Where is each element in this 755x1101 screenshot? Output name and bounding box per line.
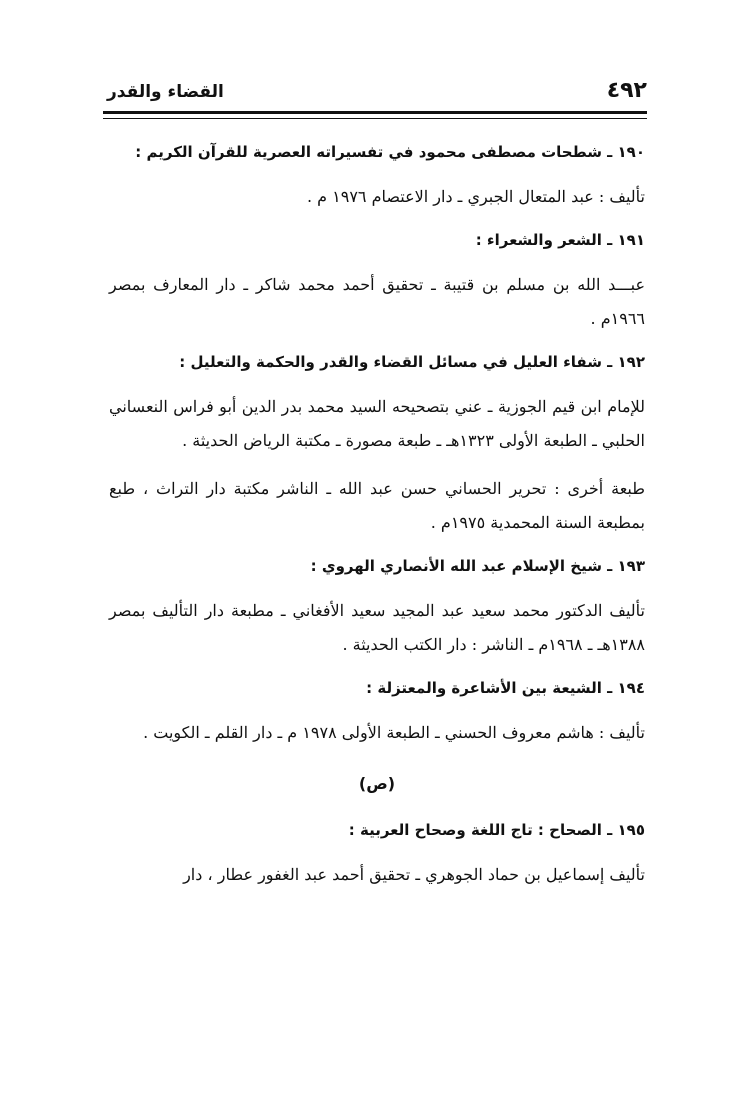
entry-text: تأليف : عبد المتعال الجبري ـ دار الاعتصام ١٩٧٦ م . xyxy=(306,187,645,206)
entry-title: ١٩٢ ـ شفاء العليل في مسائل القضاء والقدر والحكمة والتعليل : xyxy=(179,353,645,371)
entry-195 xyxy=(109,818,645,892)
entry-title: ١٩٥ ـ الصحاح : تاج اللغة وصحاح العربية : xyxy=(348,821,645,839)
entry-191 xyxy=(109,228,645,336)
entry-title: ١٩٠ ـ شطحات مصطفى محمود في تفسيراته العصرية للقرآن الكريم : xyxy=(135,143,645,161)
header-rule-thin xyxy=(103,118,647,119)
header-rule-thick xyxy=(103,111,647,114)
entry-193 xyxy=(109,554,645,662)
entry-text: تأليف الدكتور محمد سعيد عبد المجيد سعيد الأفغاني ـ مطبعة دار التأليف بمصر ١٣٨٨هـ ـ ١٩٦٨م ـ الناشر : دار الكتب الحديثة . xyxy=(109,601,645,654)
entry-text: تأليف : هاشم معروف الحسني ـ الطبعة الأولى ١٩٧٨ م ـ دار القلم ـ الكويت . xyxy=(143,723,645,742)
section-letter: (ص) xyxy=(358,774,396,793)
entry-title: ١٩٤ ـ الشيعة بين الأشاعرة والمعتزلة : xyxy=(366,679,645,697)
entry-194 xyxy=(109,676,645,750)
page-content xyxy=(109,140,645,906)
entry-text: طبعة أخرى : تحرير الحساني حسن عبد الله ـ الناشر مكتبة دار التراث ، طبع بمطبعة السنة المحمدية ١٩٧٥م . xyxy=(109,479,645,532)
entry-text: تأليف إسماعيل بن حماد الجوهري ـ تحقيق أحمد عبد الغفور عطار ، دار xyxy=(183,865,645,884)
entry-title: ١٩٣ ـ شيخ الإسلام عبد الله الأنصاري الهروي : xyxy=(310,557,645,575)
page-number: ٤٩٢ xyxy=(606,78,647,103)
entry-text: للإمام ابن قيم الجوزية ـ عني بتصحيحه السيد محمد بدر الدين أبو فراس النعساني الحلبي ـ الطبعة الأولى ١٣٢٣هـ ـ طبعة مصورة ـ مكتبة الرياض الحديثة . xyxy=(109,397,645,450)
entry-text: عبـــد الله بن مسلم بن قتيبة ـ تحقيق أحمد محمد شاكر ـ دار المعارف بمصر ١٩٦٦م . xyxy=(109,275,645,328)
entry-title: ١٩١ ـ الشعر والشعراء : xyxy=(475,231,645,249)
page-header xyxy=(107,78,647,108)
entry-190 xyxy=(109,140,645,214)
entry-192 xyxy=(109,350,645,540)
running-title: القضاء والقدر xyxy=(107,82,224,102)
